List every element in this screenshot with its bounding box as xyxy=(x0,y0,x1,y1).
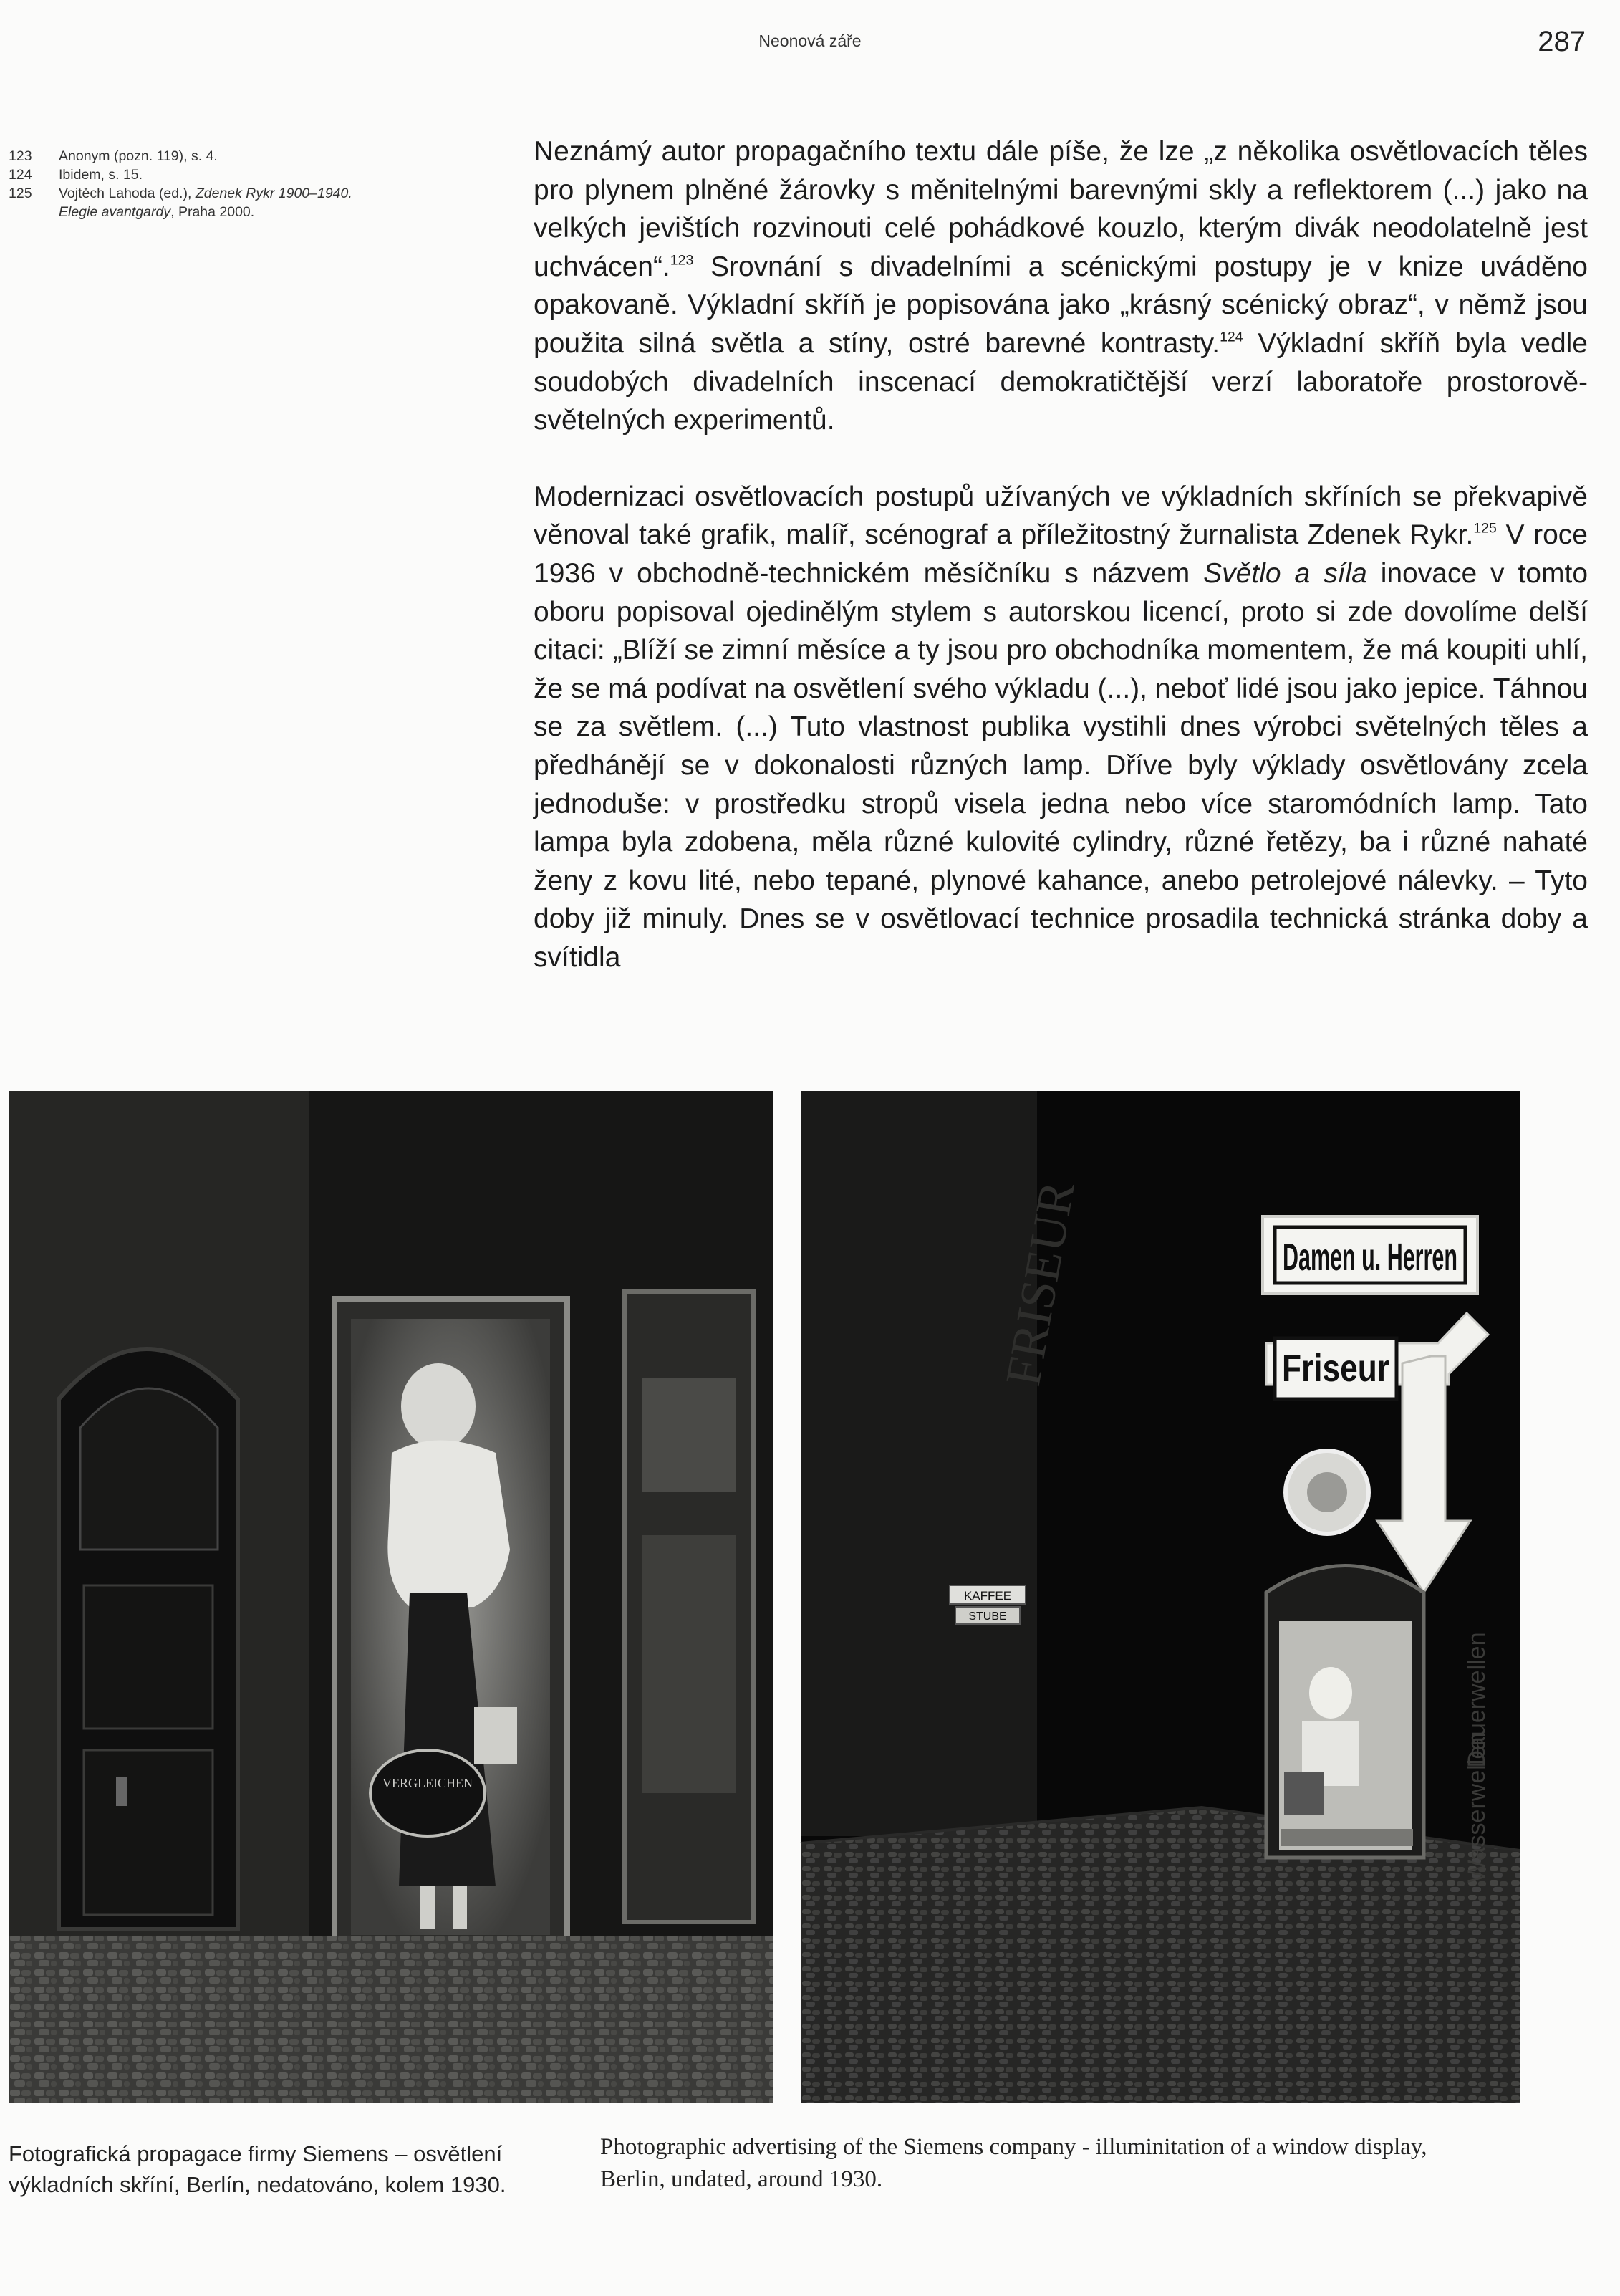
footnote-text: Anonym (pozn. 119), s. 4. xyxy=(59,148,218,164)
periodical-title: Světlo a síla xyxy=(1203,557,1367,589)
caption-english: Photographic advertising of the Siemens company - illuminitation of a window display, Berlin, undated, around 1930. xyxy=(600,2134,1427,2192)
footnotes xyxy=(9,147,453,221)
footnote-124 xyxy=(9,165,453,184)
paragraph-2 xyxy=(534,478,1588,977)
svg-text:STUBE: STUBE xyxy=(968,1610,1007,1623)
door xyxy=(59,1349,238,1929)
footnote-book-title: Zdenek Rykr 1900–1940. xyxy=(195,186,352,201)
display-case xyxy=(334,1299,567,1951)
footnote-number: 123 xyxy=(9,148,32,164)
svg-text:Damen u. Herren: Damen u. Herren xyxy=(1283,1236,1457,1279)
footnote-number: 125 xyxy=(9,186,32,201)
photo-shop-window-display xyxy=(9,1091,773,2103)
page-number: 287 xyxy=(1538,26,1586,57)
svg-text:Friseur: Friseur xyxy=(1282,1347,1389,1390)
street-night-illustration xyxy=(801,1091,1520,2103)
footnote-125 xyxy=(9,184,453,221)
body-text xyxy=(534,133,1588,976)
paragraph-text: Výkladní skříň byla vedle soudobých divadelních inscenací demokratičtější verzí laboratoře prostorově-světelných experimentů. xyxy=(534,327,1588,436)
caption-czech: Fotografická propagace firmy Siemens – osvětlení výkladních skříní, Berlín, nedatováno, kolem 1930. xyxy=(9,2141,506,2197)
photo-street-night-signs xyxy=(801,1091,1520,2103)
footnote-123 xyxy=(9,147,453,165)
footnote-text: Vojtěch Lahoda (ed.), xyxy=(59,186,196,201)
footnote-book-subtitle: Elegie avantgardy xyxy=(59,204,171,220)
paragraph-text: Modernizaci osvětlovacích postupů užívaných ve výkladních skříních se překvapivě věnoval také grafik, malíř, scénograf a příležitostný žurnalista Zdenek Rykr. xyxy=(534,481,1588,551)
kaffee-stube-sign xyxy=(950,1585,1026,1624)
running-header-title: Neonová záře xyxy=(758,32,862,50)
svg-text:Wasserwellen: Wasserwellen xyxy=(1463,1731,1490,1883)
paragraph-text: V roce 1936 v obchodně-technickém měsíčníku s názvem xyxy=(534,519,1588,589)
damen-herren-sign xyxy=(1263,1216,1477,1294)
svg-text:Dauerwellen: Dauerwellen xyxy=(1463,1632,1490,1768)
footnote-ref-124[interactable]: 124 xyxy=(1220,329,1243,345)
footnote-text: Ibidem, s. 15. xyxy=(59,167,143,183)
paragraph-text: inovace v tomto oboru popisoval ojedinělým stylem s autorskou licencí, proto si zde dovolíme delší citaci: „Blíží se zimní měsíce a ty jsou pro obchodníka momentem, že má koupiti uhlí, že se má podívat na osvětlení svého výkladu (...), neboť lidé jsou jako jepice. Táhnou se za světlem. (...) Tuto vlastnost publika vystihli dnes výrobci světelných těles a předhánějí se v dokonalosti různých lamp. Dříve byly výklady osvětlovány zcela jednoduše: v prostředku stropů visela jedna nebo více staromódních lamp. Tato lampa byla zdobena, měla různé kulovité cylindry, různé řetězy, ba i různé nahaté ženy z kovu lité, nebo tepané, plynové kahance, anebo petrolejové nálevky. – Tyto doby již minuly. Dnes se v osvětlovací technice prosadila technická stránka doby a svítidla xyxy=(534,557,1588,973)
paragraph-text: Srovnání s divadelními a scénickými postupy je v knize uváděno opakovaně. Výkladní skříň je popisována jako „krásný scénický obraz“, v němž jsou použita silná světla a stíny, ostré barevné kontrasty. xyxy=(534,251,1588,359)
footnote-text-after: , Praha 2000. xyxy=(170,204,255,220)
footnote-number: 124 xyxy=(9,167,32,183)
footnote-ref-125[interactable]: 125 xyxy=(1473,520,1497,537)
display-sign-text: VERGLEICHEN xyxy=(382,1776,473,1790)
footnote-ref-123[interactable]: 123 xyxy=(670,252,694,269)
paragraph-text: Neznámý autor propagačního textu dále píše, že lze „z několika osvětlovacích těles pro plynem plněné žárovky s měnitelnými barevnými skly a reflektorem (...) jako na velkých jevištích rozvinouti celé pohádkové kouzlo, kterým divák neodolatelně jest uchvácen“. xyxy=(534,136,1588,282)
shop-window-illustration xyxy=(9,1091,773,2103)
svg-text:KAFFEE: KAFFEE xyxy=(963,1589,1012,1603)
paragraph-1 xyxy=(534,133,1588,440)
facade-text: FRISEUR xyxy=(995,1177,1086,1390)
